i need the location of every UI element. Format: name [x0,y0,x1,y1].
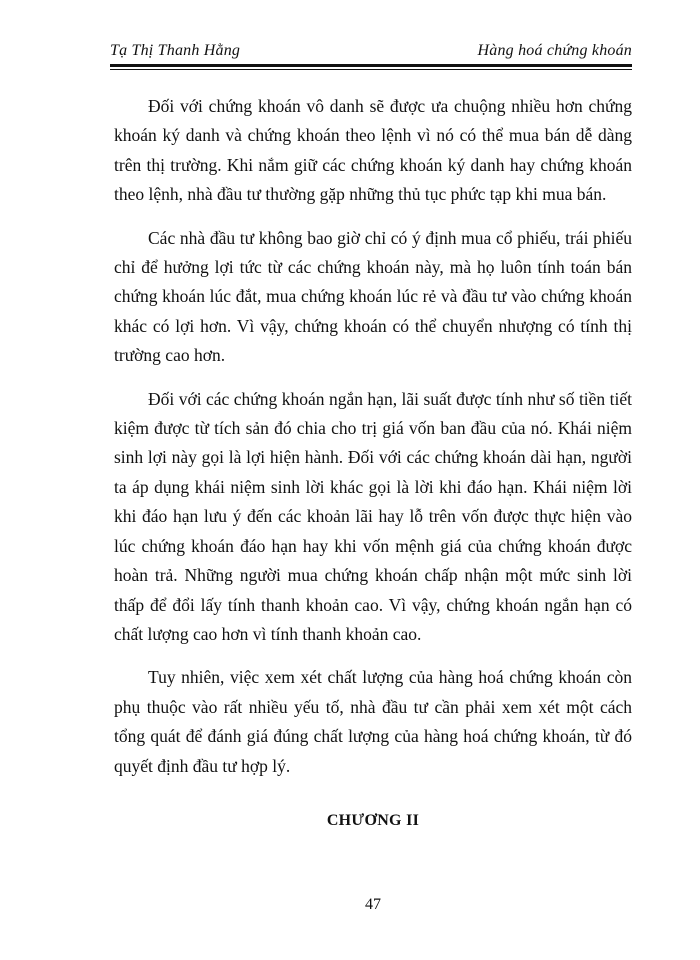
paragraph-bearer-securities: Đối với chứng khoán vô danh sẽ được ưa chuộng nhiều hơn chứng khoán ký danh và chứng khoán theo lệnh vì nó có thể mua bán dễ dàng trên thị trường. Khi nắm giữ các chứng khoán ký danh hay chứng khoán theo lệnh, nhà đầu tư thường gặp những thủ tục phức tạp khi mua bán. [114,96,632,205]
page-header [110,38,632,68]
header-author: Tạ Thị Thanh Hằng [110,42,241,59]
header-rule-thin [110,69,632,70]
paragraph-conclusion: Tuy nhiên, việc xem xét chất lượng của hàng hoá chứng khoán còn phụ thuộc vào rất nhiều yếu tố, nhà đầu tư cần phải xem xét một cách tổng quát để đánh giá đúng chất lượng của hàng hoá chứng khoán, từ đó quyết định đầu tư hợp lý. [114,667,632,776]
paragraph-short-term-yield: Đối với các chứng khoán ngắn hạn, lãi suất được tính như số tiền tiết kiệm được từ tích sản đó chia cho trị giá vốn ban đầu của nó. Khái niệm sinh lợi này gọi là lợi hiện hành. Đối với các chứng khoán dài hạn, người ta áp dụng khái niệm sinh lời khác gọi là lời khi đáo hạn. Khái niệm lời khi đáo hạn lưu ý đến các khoản lãi hay lỗ trên vốn được thực hiện vào lúc chứng khoán đáo hạn hay khi vốn mệnh giá của chứng khoán được hoàn trả. Những người mua chứng khoán chấp nhận một mức sinh lời thấp để đổi lấy tính thanh khoản cao. Vì vậy, chứng khoán ngắn hạn có chất lượng cao hơn vì tính thanh khoản cao. [114,388,632,644]
header-rule-thick [110,64,632,67]
paragraph-investor-behavior: Các nhà đầu tư không bao giờ chỉ có ý định mua cổ phiếu, trái phiếu chỉ để hưởng lợi tức từ các chứng khoán này, mà họ luôn tính toán bán chứng khoán lúc đắt, mua chứng khoán lúc rẻ và đầu tư vào chứng khoán khác có lợi hơn. Vì vậy, chứng khoán có thể chuyển nhượng có tính thị trường cao hơn. [114,227,632,366]
page-number: 47 [365,896,381,913]
chapter-heading: CHƯƠNG II [326,812,420,829]
header-document-title: Hàng hoá chứng khoán [477,42,632,59]
body-text [114,92,632,795]
